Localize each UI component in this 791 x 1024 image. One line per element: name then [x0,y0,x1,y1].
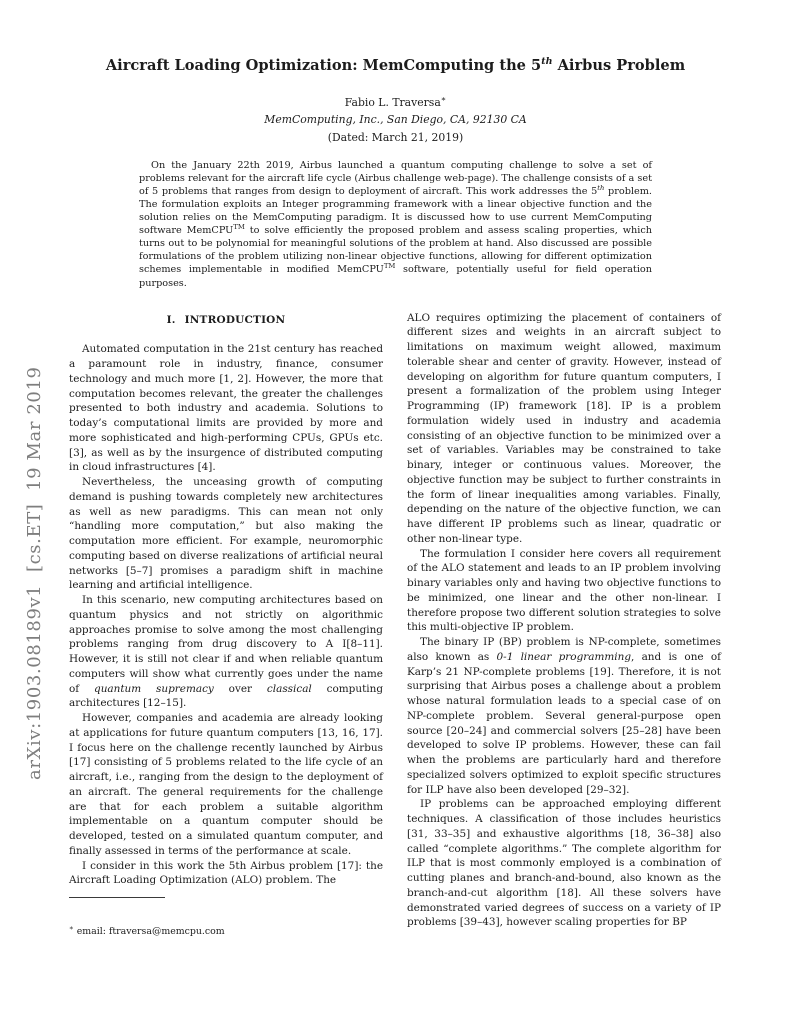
right-column [407,311,721,940]
author-affiliation: MemComputing, Inc., San Diego, CA, 92130 CA [264,113,527,127]
paragraph: However, companies and academia are already looking at applications for future quantum computers [13, 16, 17]. I focus here on the challenge recently launched by Airbus [17] consisting of 5 problems related to the life cycle of an aircraft, i.e., ranging from the design to the deployment of an aircraft. The general requirements for the challenge are that for each problem a suitable algorithm implementable on a quantum computer should be developed, tested on a simulated quantum computer, and finally assessed in terms of the performance at scale. [69,712,383,857]
section-heading-introduction [69,313,383,328]
abstract: On the January 22th 2019, Airbus launched a quantum computing challenge to solve a set of problems relevant for the aircraft life cycle (Airbus challenge web-page). The challenge consists of a set of 5 problems that ranges from design to deployment of aircraft. This work addresses the 5th problem. The formulation exploits an Integer programming framework with a linear objective function and the solution relies on the MemComputing paradigm. It is discussed how to use current MemComputing software MemCPU™ to solve efficiently the proposed problem and assess scaling properties, which turns out to be polynomial for meaningful solutions of the problem at hand. Also discussed are possible formulations of the problem utilizing non-linear objective functions, allowing for different optimization schemes implementable in modified MemCPU™ software, potentially useful for field operation purposes. [139,159,653,289]
two-column-body [0,311,791,940]
author-name: Fabio L. Traversa∗ [344,94,447,110]
left-column [69,311,383,940]
footnote-email: ∗ email: ftraversa@memcpu.com [69,924,225,938]
section-title: INTRODUCTION [184,313,286,326]
paragraph: I consider in this work the 5th Airbus problem [17]: the Aircraft Loading Optimization (ALO) problem. The [69,859,383,887]
paragraph: Nevertheless, the unceasing growth of computing demand is pushing towards completely new architectures as well as new paradigms. This can mean not only “handling more computation,” but also making the computation more efficient. For example, neuromorphic computing based on diverse realizations of artificial neural networks [5–7] promises a paradigm shift in machine learning and artificial intelligence. [69,476,383,592]
paragraph: The binary IP (BP) problem is NP-complete, sometimes also known as 0-1 linear programming, and is one of Karp’s 21 NP-complete problems [19]. Therefore, it is not surprising that Airbus poses a challenge about a problem whose natural formulation leads to a special case of on NP-complete problem. Several general-purpose open source [20–24] and commercial solvers [25–28] have been developed to solve IP problems. However, these can fail when the problems are particularly hard and therefore specialized solvers optimized to exploit specific structures for ILP have also been developed [29–32]. [407,636,721,796]
paragraph: Automated computation in the 21st century has reached a paramount role in industry, finance, consumer technology and much more [1, 2]. However, the more that computation becomes relevant, the greater the challenges presented to both industry and academia. Solutions to today’s computational limits are provided by more and more sophisticated and high-performing CPUs, GPUs etc. [3], as well as by the insurgence of distributed computing in cloud infrastructures [4]. [69,343,383,474]
footnote-rule [69,897,165,898]
arxiv-identifier-stamp: arXiv:1903.08189v1 [cs.ET] 19 Mar 2019 [24,366,45,780]
section-number: I. [166,313,176,326]
paper-header [0,0,791,144]
paragraph: The formulation I consider here covers all requirement of the ALO statement and leads to an IP problem involving binary variables only and having two objective functions to be minimized, one linear and the other non-linear. I therefore propose two different solution strategies to solve this multi-objective IP problem. [407,547,721,634]
paragraph: In this scenario, new computing architectures based on quantum physics and not strictly on algorithmic approaches promise to solve among the most challenging problems ranging from drug discovery to A I[8–11]. However, it is still not clear if and when reliable quantum computers will show what currently goes under the name of quantum supremacy over classical computing architectures [12–15]. [69,594,384,710]
paper-title: Aircraft Loading Optimization: MemComputing the 5th Airbus Problem [105,56,686,74]
date-line: (Dated: March 21, 2019) [327,130,464,144]
paragraph: IP problems can be approached employing different techniques. A classification of those includes heuristics [31, 33–35] and exhaustive algorithms [18, 36–38] also called “complete algorithms.” The complete algorithm for ILP that is most commonly employed is a combination of cutting planes and branch-and-bound, also known as the branch-and-cut algorithm [18]. All these solvers have demonstrated varied degrees of success on a variety of IP problems [39–43], however scaling properties for BP [407,798,721,929]
paragraph: ALO requires optimizing the placement of containers of different sizes and weights in an aircraft subject to limitations on maximum weight allowed, maximum tolerable shear and center of gravity. However, instead of developing on algorithm for future quantum computers, I present a formalization of the problem using Integer Programming (IP) framework [18]. IP is a problem formulation widely used in industry and academia consisting of an objective function to be minimized over a set of variables. Variables may be constrained to take binary, integer or continuous values. Moreover, the objective function may be subject to further constraints in the form of linear inequalities among variables. Finally, depending on the nature of the objective function, we can have different IP problems such as linear, quadratic or other non-linear type. [407,311,721,545]
